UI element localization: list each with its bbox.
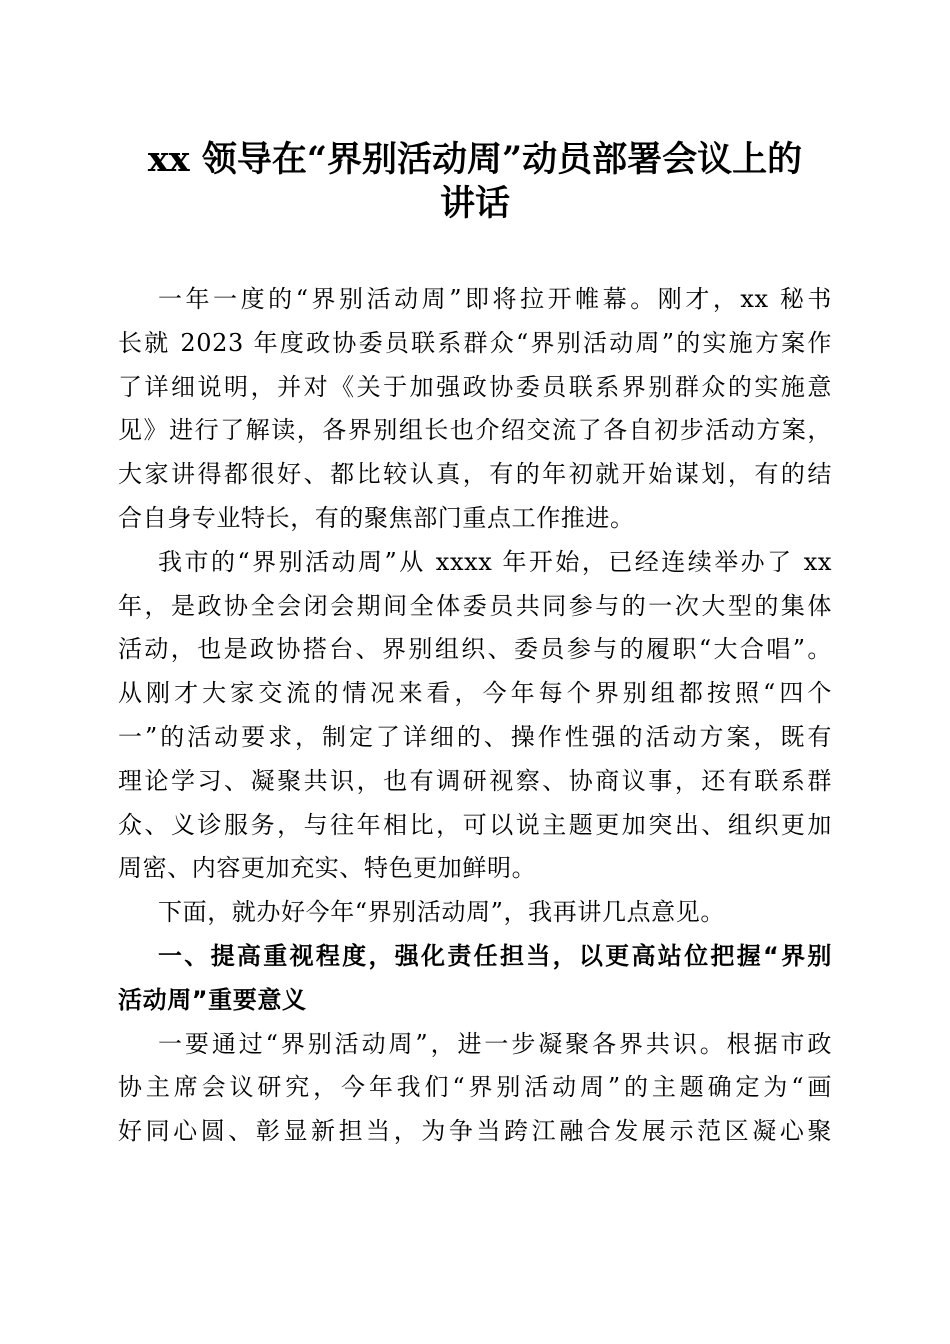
- text-line: 好同心圆、彰显新担当，为争当跨江融合发展示范区凝心聚: [118, 1117, 832, 1146]
- document-body: [118, 278, 832, 1154]
- text-line: 长就 2023 年度政协委员联系群众“界别活动周”的实施方案作: [118, 328, 832, 357]
- paragraph-transition: [118, 891, 832, 935]
- text-line: 理论学习、凝聚共识，也有调研视察、协商议事，还有联系群: [118, 766, 832, 795]
- text-line: 大家讲得都很好、都比较认真，有的年初就开始谋划，有的结: [118, 460, 832, 489]
- text-line: 一要通过“界别活动周”，进一步凝聚各界共识。根据市政: [158, 1029, 832, 1058]
- text-line: 我市的“界别活动周”从 xxxx 年开始，已经连续举办了 xx: [158, 547, 832, 576]
- title-line-2: 讲话: [439, 183, 510, 224]
- text-line: 一年一度的“界别活动周”即将拉开帷幕。刚才，xx 秘书: [158, 285, 832, 313]
- heading-line: 活动周”重要意义: [118, 985, 307, 1014]
- text-line: 年，是政协全会闭会期间全体委员共同参与的一次大型的集体: [118, 591, 832, 620]
- heading-line: 一、提高重视程度，强化责任担当，以更高站位把握“界别: [158, 941, 832, 970]
- title-line-1: xx 领导在“界别活动周”动员部署会议上的: [147, 139, 803, 180]
- text-line: 了详细说明，并对《关于加强政协委员联系界别群众的实施意: [118, 372, 832, 401]
- paragraph-intro: [118, 278, 832, 541]
- text-line: 一”的活动要求，制定了详细的、操作性强的活动方案，既有: [118, 722, 832, 751]
- text-line: 下面，就办好今年“界别活动周”，我再讲几点意见。: [158, 898, 725, 927]
- text-line: 协主席会议研究，今年我们“界别活动周”的主题确定为“画: [118, 1073, 832, 1102]
- paragraph-point-1: [118, 1023, 832, 1154]
- section-heading-1: [118, 935, 832, 1023]
- text-line: 见》进行了解读，各界别组长也介绍交流了各自初步活动方案，: [118, 416, 832, 445]
- text-line: 活动，也是政协搭台、界别组织、委员参与的履职“大合唱”。: [118, 635, 832, 664]
- text-line: 众、义诊服务，与往年相比，可以说主题更加突出、组织更加: [118, 810, 832, 839]
- text-line: 周密、内容更加充实、特色更加鲜明。: [118, 854, 537, 883]
- text-line: 从刚才大家交流的情况来看，今年每个界别组都按照“四个: [118, 679, 832, 708]
- document-title: [100, 138, 850, 226]
- text-line: 合自身专业特长，有的聚焦部门重点工作推进。: [118, 503, 635, 532]
- paragraph-history: [118, 541, 832, 891]
